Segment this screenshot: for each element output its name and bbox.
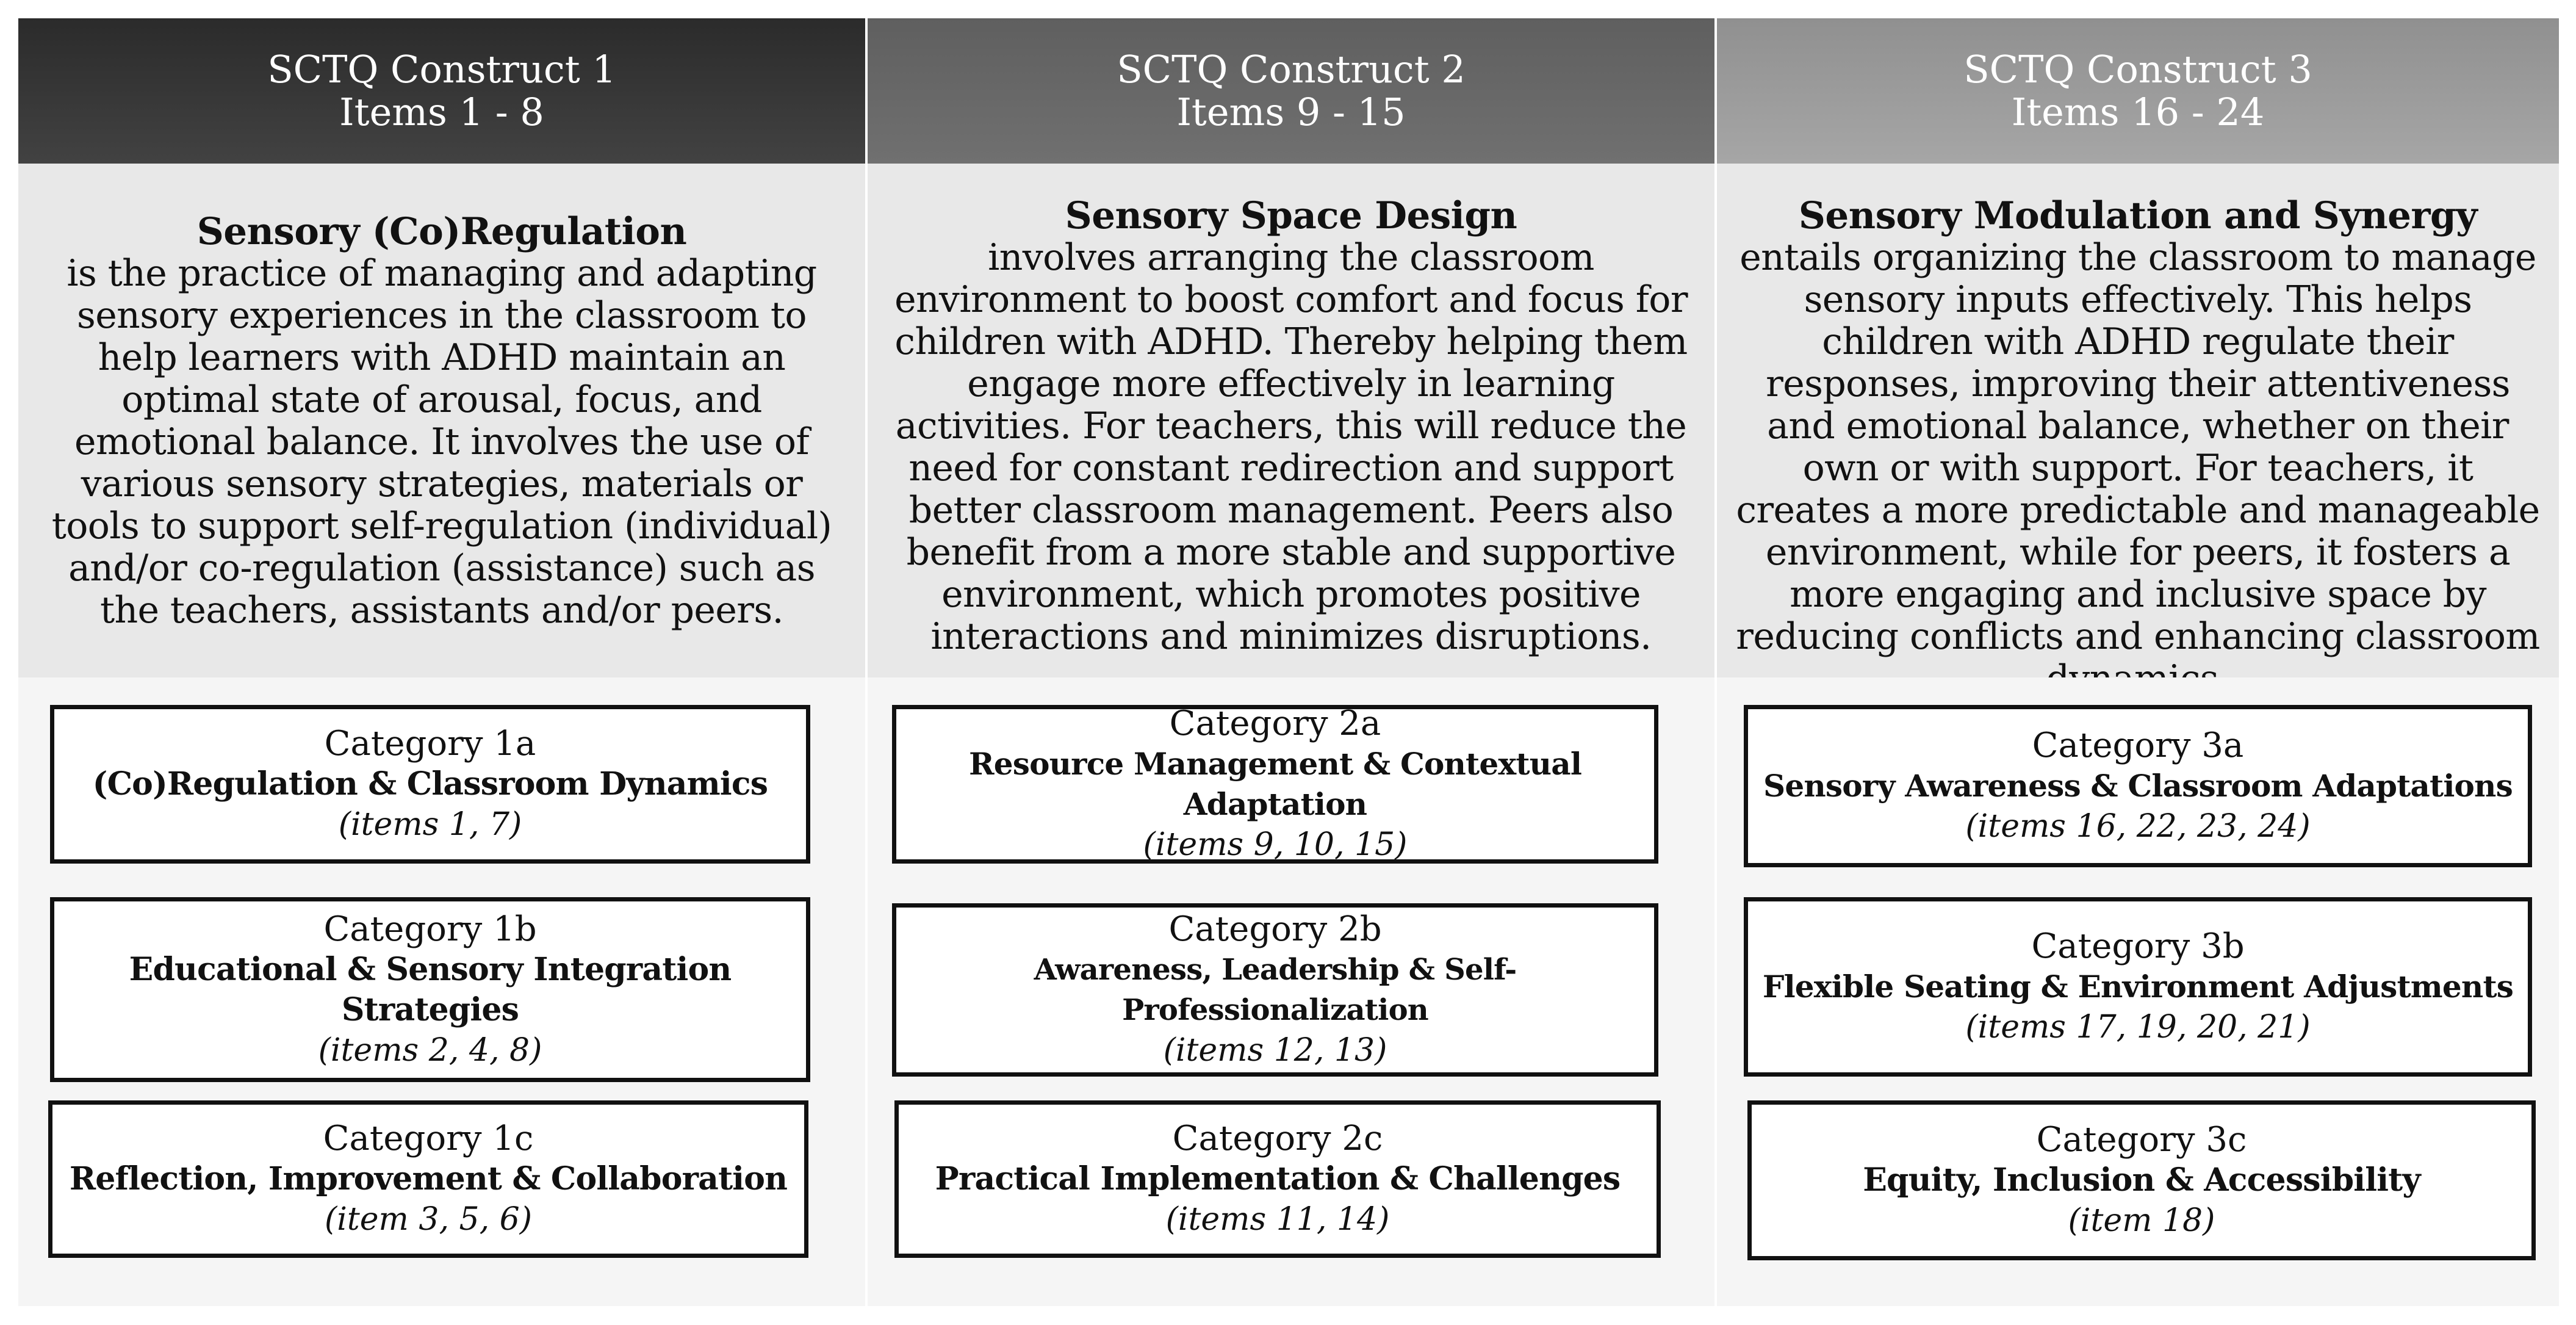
construct-1-column (18, 18, 865, 1306)
category-items: (items 12, 13) (1163, 1032, 1387, 1069)
category-name: Sensory Awareness & Classroom Adaptations (1763, 768, 2513, 804)
construct-3-categories (1717, 677, 2559, 1306)
construct-3-term: Sensory Modulation and Synergy (1798, 194, 2478, 237)
category-items: (items 11, 14) (1165, 1201, 1390, 1238)
construct-2-description: involves arranging the classroom environment to boost comfort and focus for children with ADHD. Thereby helping them engage more effectively in learning activities. For teachers, this will reduce the need for constant redirection and support better classroom management. Peers also benefit from a more stable and supportive environment, which promotes positive interactions and minimizes disruptions. (894, 236, 1688, 658)
construct-2-term: Sensory Space Design (1065, 194, 1517, 237)
category-3a-box (1744, 705, 2532, 867)
category-label: Category 1c (323, 1119, 534, 1158)
category-label: Category 3a (2032, 726, 2244, 765)
construct-2-categories (868, 677, 1714, 1306)
category-label: Category 2b (1168, 909, 1382, 949)
category-name: Educational & Sensory Integration Strategies (129, 950, 732, 1028)
category-name: Reflection, Improvement & Collaboration (69, 1160, 788, 1197)
construct-1-header (18, 18, 865, 164)
category-3b-box (1744, 897, 2532, 1077)
category-1c-box (48, 1100, 808, 1258)
category-3c-box (1747, 1100, 2536, 1260)
category-label: Category 2c (1172, 1119, 1383, 1158)
construct-2-header (868, 18, 1714, 164)
category-2a-box (892, 705, 1658, 864)
category-items: (items 16, 22, 23, 24) (1965, 808, 2311, 845)
category-items: (items 17, 19, 20, 21) (1965, 1009, 2311, 1045)
construct-diagram (18, 18, 2560, 1306)
category-2c-box (894, 1100, 1661, 1258)
category-2b-box (892, 903, 1658, 1077)
construct-1-categories (18, 677, 865, 1306)
category-items: (items 1, 7) (338, 806, 522, 843)
category-items: (item 18) (2068, 1202, 2215, 1239)
construct-1-description: is the practice of managing and adapting sensory experiences in the classroom to help learners with ADHD maintain an optimal state of arousal, focus, and emotional balance. It involves the use of various sensory strategies, materials or tools to support self-regulation (individual) and/or co-regulation (assistance) such as the teachers, assistants and/or peers. (51, 252, 832, 632)
construct-1-title: SCTQ Construct 1 (267, 47, 616, 92)
category-label: Category 1b (323, 909, 537, 949)
category-1a-box (50, 705, 810, 864)
construct-2-description-panel (868, 164, 1714, 677)
construct-3-description-panel (1717, 164, 2559, 677)
construct-1-term: Sensory (Co)Regulation (196, 210, 687, 253)
construct-3-description: entails organizing the classroom to manage sensory inputs effectively. This helps children with ADHD regulate their responses, improving their attentiveness and emotional balance, whether on their own or with support. For teachers, it creates a more predictable and manageable environment, while for peers, it fosters a more engaging and inclusive space by reducing conflicts and enhancing classroom (1736, 236, 2540, 658)
construct-3-items: Items 16 - 24 (2011, 90, 2265, 134)
category-items: (item 3, 5, 6) (324, 1201, 533, 1238)
category-label: Category 1a (324, 724, 536, 764)
category-label: Category 3c (2036, 1120, 2247, 1160)
category-label: Category 3b (2031, 926, 2245, 966)
category-label: Category 2a (1169, 704, 1381, 743)
category-name: (Co)Regulation & Classroom Dynamics (92, 765, 768, 803)
construct-2-title: SCTQ Construct 2 (1117, 47, 1466, 92)
category-1b-box (50, 897, 810, 1082)
construct-3-column (1717, 18, 2559, 1306)
category-name: Resource Management & Contextual Adaptation (968, 746, 1582, 822)
category-name: Flexible Seating & Environment Adjustments (1762, 969, 2514, 1005)
construct-1-description-panel (18, 164, 865, 677)
category-name: Practical Implementation & Challenges (935, 1160, 1621, 1197)
construct-3-title: SCTQ Construct 3 (1963, 47, 2312, 92)
construct-3-header (1717, 18, 2559, 164)
construct-2-column (868, 18, 1714, 1306)
category-name: Awareness, Leadership & Self-Professionalization (1034, 953, 1517, 1027)
category-items: (items 9, 10, 15) (1143, 826, 1408, 863)
construct-1-items: Items 1 - 8 (339, 90, 544, 134)
construct-2-items: Items 9 - 15 (1176, 90, 1406, 134)
category-name: Equity, Inclusion & Accessibility (1863, 1161, 2420, 1199)
category-items: (items 2, 4, 8) (318, 1031, 542, 1069)
